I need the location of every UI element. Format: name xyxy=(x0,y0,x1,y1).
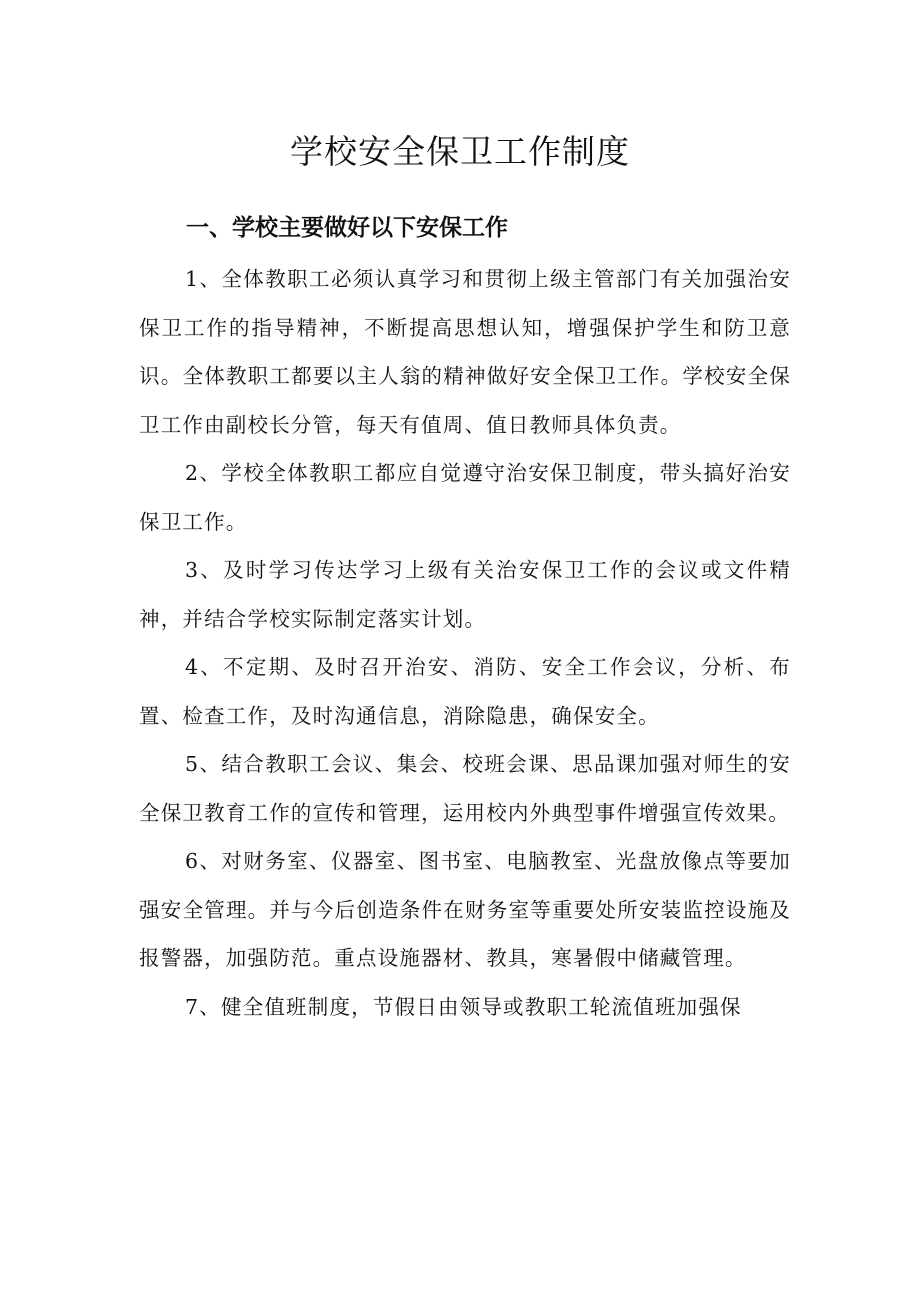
section-heading: 一、学校主要做好以下安保工作 xyxy=(186,215,508,241)
paragraph-5: 5、结合教职工会议、集会、校班会课、思品课加强对师生的安全保卫教育工作的宣传和管理，运用校内外典型事件增强宣传效果。 xyxy=(139,752,791,825)
paragraph-3: 3、及时学习传达学习上级有关治安保卫工作的会议或文件精神，并结合学校实际制定落实计划。 xyxy=(139,558,791,631)
page-title: 学校安全保卫工作制度 xyxy=(290,132,630,171)
paragraph-6: 6、对财务室、仪器室、图书室、电脑教室、光盘放像点等要加强安全管理。并与今后创造条件在财务室等重要处所安装监控设施及报警器，加强防范。重点设施器材、教具，寒暑假中储藏管理。 xyxy=(139,849,791,970)
paragraph-1: 1、全体教职工必须认真学习和贯彻上级主管部门有关加强治安保卫工作的指导精神，不断提高思想认知，增强保护学生和防卫意识。全体教职工都要以主人翁的精神做好安全保卫工作。学校安全保卫工作由副校长分管，每天有值周、值日教师具体负责。 xyxy=(139,267,791,437)
paragraph-2: 2、学校全体教职工都应自觉遵守治安保卫制度，带头搞好治安保卫工作。 xyxy=(139,461,791,534)
document-body xyxy=(139,255,791,1031)
paragraph-7: 7、健全值班制度，节假日由领导或教职工轮流值班加强保 xyxy=(185,994,742,1019)
paragraph-4: 4、不定期、及时召开治安、消防、安全工作会议，分析、布置、检查工作，及时沟通信息，消除隐患，确保安全。 xyxy=(139,655,791,728)
